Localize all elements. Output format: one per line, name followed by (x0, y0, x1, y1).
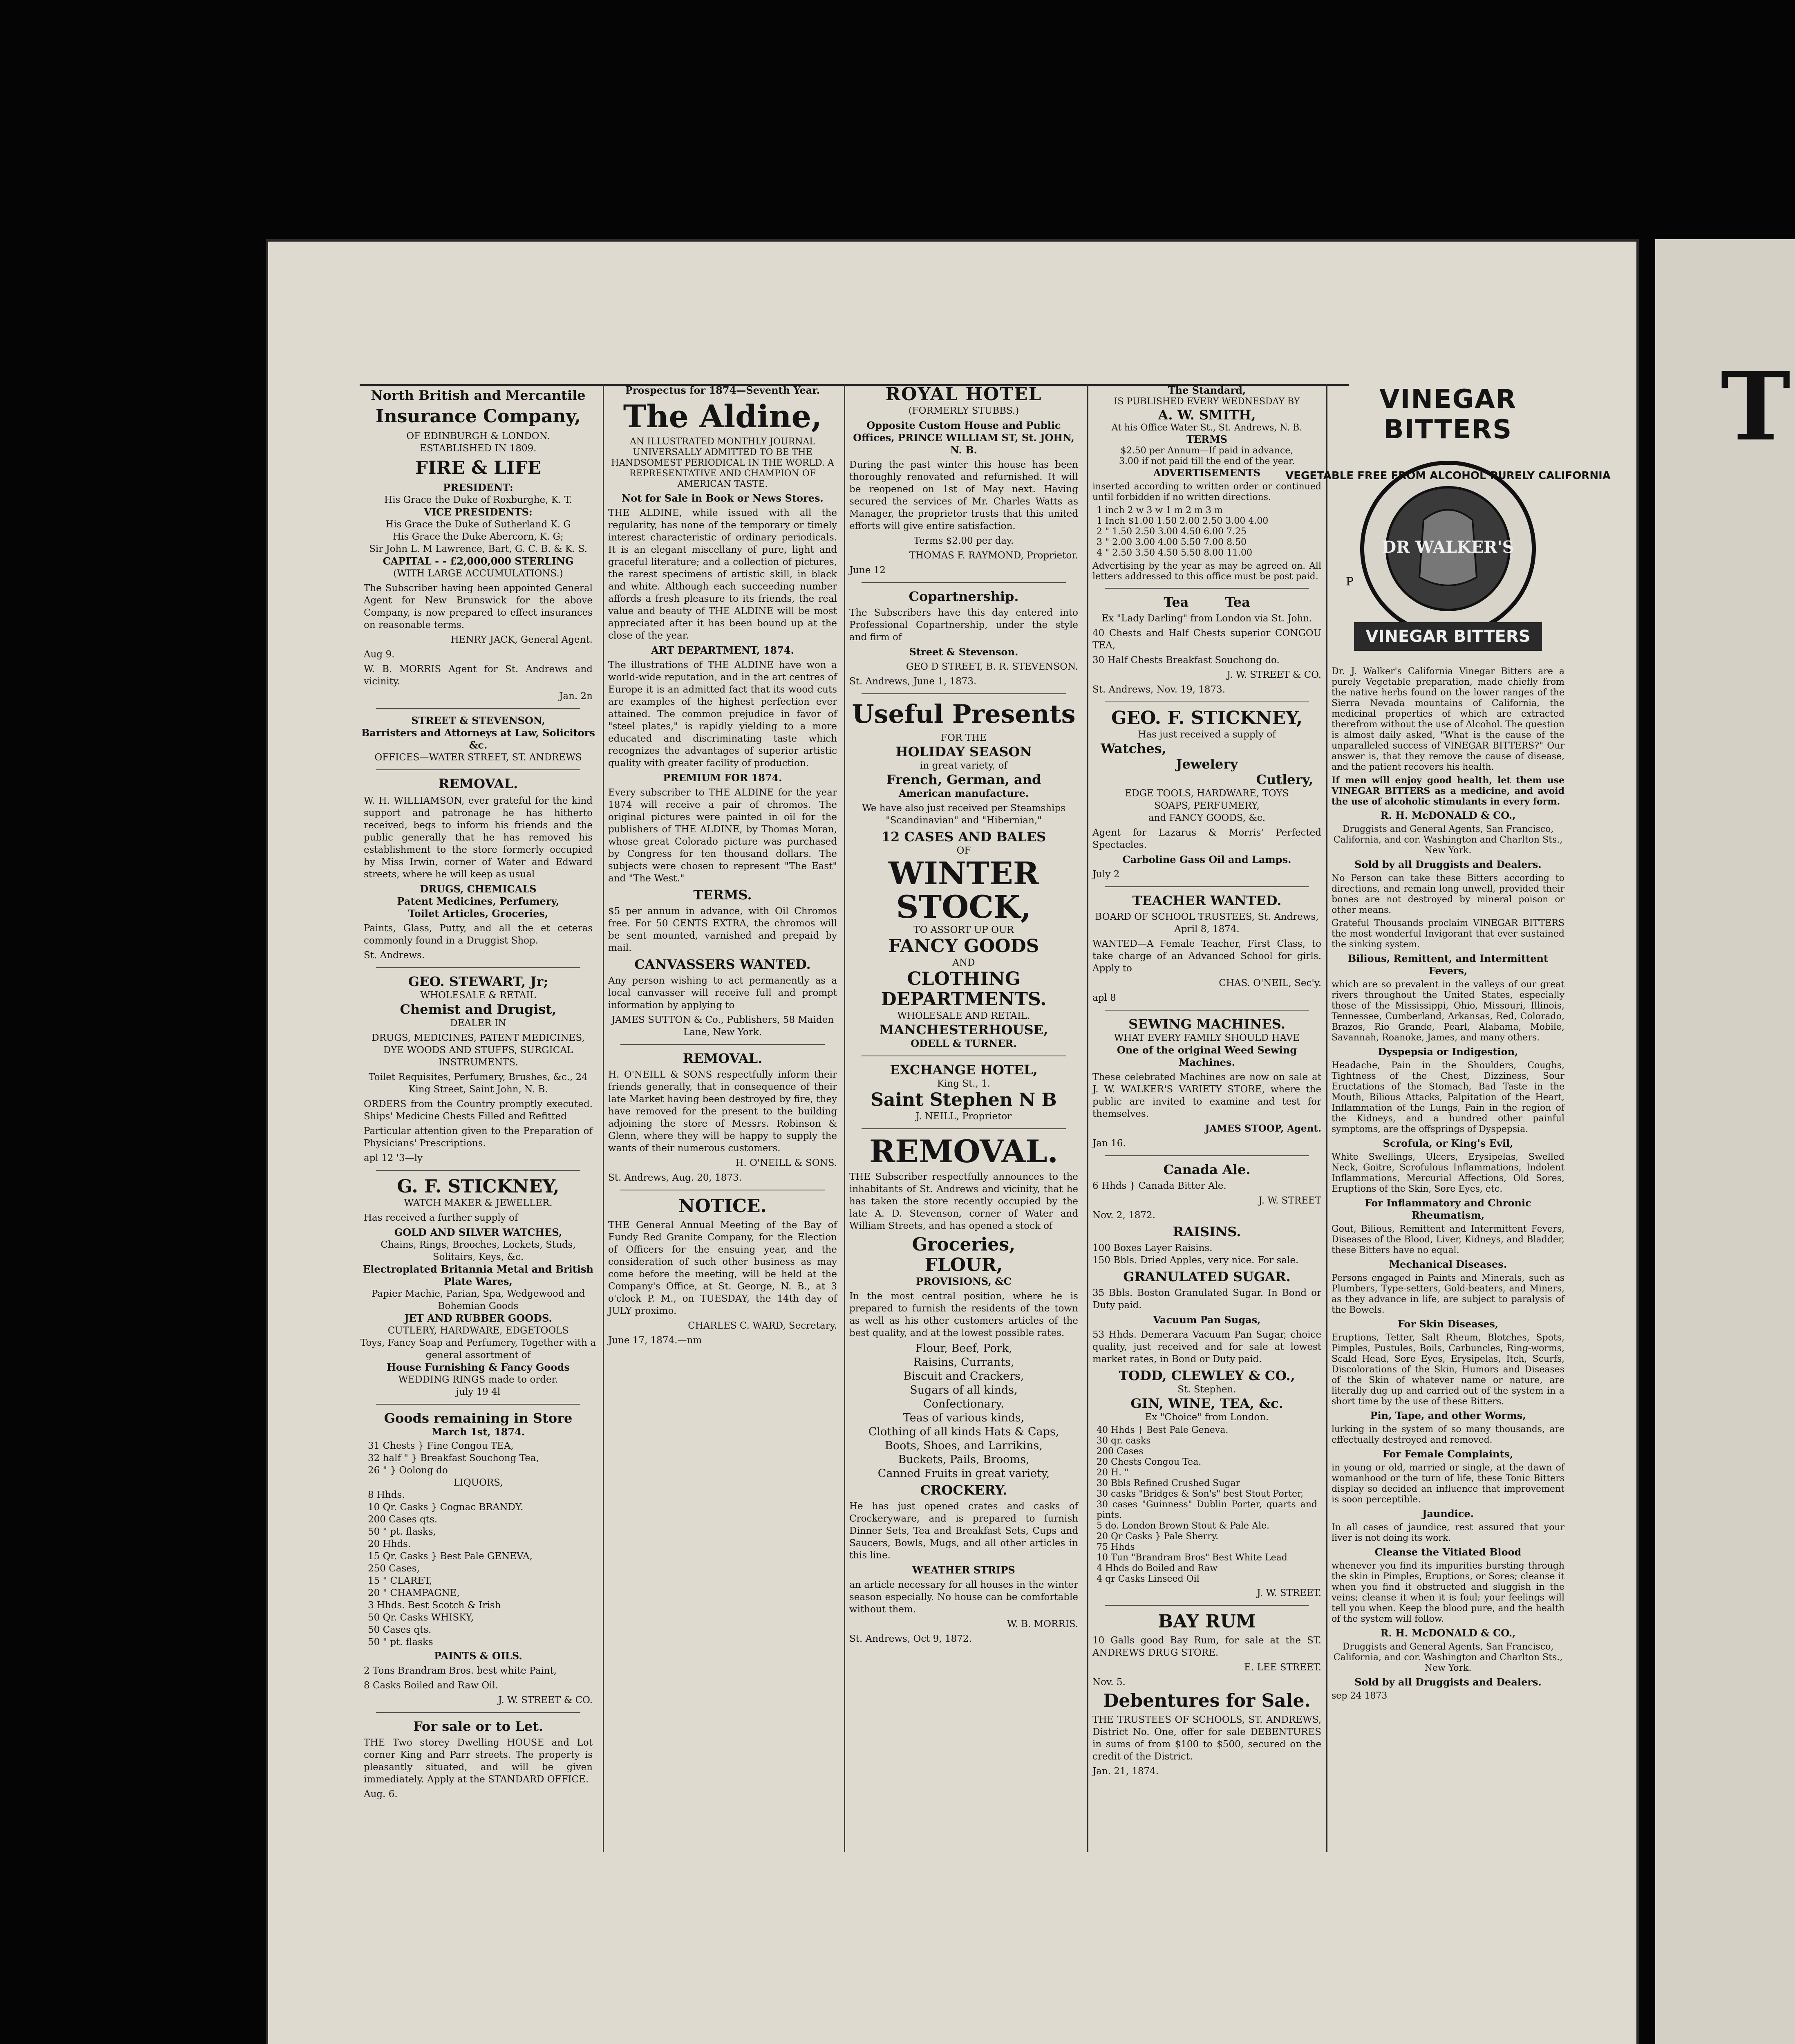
nb-agent-2: W. B. MORRIS Agent for St. Andrews and vicinity. (364, 664, 593, 687)
nb-president-label: PRESIDENT: (443, 482, 513, 493)
gfs-cutlery: CUTLERY, HARDWARE, EDGETOOLS (387, 1325, 569, 1336)
gfs2-agent: Agent for Lazarus & Morris' Perfected Spectacles. (1092, 827, 1321, 850)
vinegar-cleanse: Cleanse the Vitiated Blood (1374, 1546, 1522, 1558)
gfs2-has: Has just received a supply of (1138, 729, 1276, 740)
gfs2-edge: EDGE TOOLS, HARDWARE, TOYS (1125, 788, 1289, 799)
rate-row: 2 " 1.50 2.50 3.00 4.50 6.00 7.25 (1097, 527, 1247, 537)
standard-title: The Standard, (1168, 384, 1246, 396)
canada-body: 6 Hhds } Canada Bitter Ale. (1092, 1181, 1227, 1191)
sale-title: For sale or to Let. (413, 1719, 544, 1734)
gs-title: GEO. STEWART, Jr; (408, 974, 548, 989)
assort-label: TO ASSORT UP OUR (913, 925, 1014, 935)
aldine-body-1: THE ALDINE, while issued with all the regularity, has none of the temporary or timely interest characteristic of ordinary periodicals. It is an elegant miscellany of pure, light and graceful literature; and a collection of pictures, the rarest specimens of artistic skill, in black and white. Although each succeeding number affords a fresh pleasure to its friends, the real value and beauty of THE ALDINE will be most appreciated after it has been bound up at the close of the year. (608, 508, 837, 641)
royal-sign: THOMAS F. RAYMOND, Proprietor. (909, 550, 1078, 561)
vinegar-bitters-logo (1285, 450, 1611, 663)
nb-sub1: OF EDINBURGH & LONDON. (406, 431, 550, 442)
royal-body: During the past winter this house has been thoroughly renovated and refurnished. It will be reopened on 1st of May next. Having secured the services of Mr. Charles Watts as Manager, the proprietor trusts that this united efforts will give entire satisfaction. (849, 459, 1078, 531)
and-label: AND (952, 957, 975, 968)
useful-presents: Useful Presents (852, 699, 1076, 729)
gin-line: 30 cases "Guinness" Dublin Porter, quarts and pints. (1097, 1499, 1317, 1520)
gfs-papier: Papier Machie, Parian, Spa, Wedgewood and Bohemian Goods (371, 1289, 585, 1311)
sale-date: Aug. 6. (364, 1789, 398, 1800)
vinegar-grateful: Grateful Thousands proclaim VINEGAR BITTERS the most wonderful Invigorant that ever sustained the sinking system. (1332, 918, 1564, 950)
logo-banner: VINEGAR BITTERS (1365, 627, 1531, 646)
gin-line: 30 casks "Bridges & Son's" best Stout Porter, (1097, 1489, 1304, 1499)
copart-firm: Street & Stevenson. (909, 646, 1018, 658)
sewing-sign: JAMES STOOP, Agent. (1205, 1123, 1321, 1134)
nb-body: The Subscriber having been appointed General Agent for New Brunswick for the above Company, is now prepared to effect insurances on reasonable terms. (364, 583, 593, 630)
notice-heading: NOTICE. (678, 1196, 767, 1217)
clothing-departments: CLOTHING DEPARTMENTS. (881, 968, 1047, 1010)
ss-title: STREET & STEVENSON, (411, 715, 545, 726)
gin-line: 40 Hhds } Best Pale Geneva. (1097, 1425, 1229, 1435)
tea-heading: Tea Tea (1164, 594, 1250, 610)
goods-paints: PAINTS & OILS. (434, 1650, 522, 1662)
bay-rum-sign: E. LEE STREET. (1244, 1662, 1321, 1673)
gin-line: 30 Bbls Refined Crushed Sugar (1097, 1478, 1240, 1488)
nb-title-2: Insurance Company, (376, 406, 581, 427)
goods-list (368, 1440, 589, 1648)
vinegar-bilious-body: which are so prevalent in the valleys of our great rivers throughout the United States, especially those of the Mississippi, Ohio, Missouri, Illinois, Tennessee, Cumberland, Arkansas, Red, Colorado, Brazos, Rio Grande, Pearl, Alabama, Mobile, Savannah, Roanoke, James, and many others. (1332, 979, 1564, 1043)
goods-line: 15 " CLARET, (368, 1576, 432, 1586)
cases-bales: 12 CASES AND BALES (881, 829, 1046, 845)
royal-addr: Opposite Custom House and Public Offices, PRINCE WILLIAM ST, St. JOHN, N. B. (853, 419, 1074, 456)
todd-clewley: TODD, CLEWLEY & CO., (1119, 1368, 1295, 1383)
royal-title: ROYAL HOTEL (885, 384, 1042, 405)
vinegar-clean-body: whenever you find its impurities bursting through the skin in Pimples, Eruptions, or Sores; cleanse it when you find it obstructed and sluggish in the veins; cleanse it when it is foul; your feelings will tell you when. Keep the blood pure, and the health of the system will follow. (1332, 1561, 1564, 1624)
bay-rum-heading: BAY RUM (1158, 1611, 1256, 1632)
weather-body: an article necessary for all houses in the winter season especially. No house can be comfortable without them. (849, 1580, 1078, 1615)
removal2-date: St. Andrews, Aug. 20, 1873. (608, 1172, 742, 1183)
goods-line: 50 " pt. flasks, (368, 1526, 436, 1537)
goods-line: 32 half " } Breakfast Souchong Tea, (368, 1453, 539, 1464)
rate-header: 1 inch 2 w 3 w 1 m 2 m 3 m (1097, 505, 1223, 515)
removal-paints: Paints, Glass, Putty, and all the et ceteras commonly found in a Druggist Shop. (364, 923, 593, 946)
nb-capital: CAPITAL - - £2,000,000 STERLING (383, 555, 574, 567)
goods-line: 200 Cases qts. (368, 1514, 438, 1525)
aldine-sub: AN ILLUSTRATED MONTHLY JOURNAL UNIVERSALLY ADMITTED TO BE THE HANDSOMEST PERIODICAL IN THE WORLD. A REPRESENTATIVE AND CHAMPION OF AMERICAN TASTE. (611, 437, 834, 489)
nb-vp-1: His Grace the Duke of Sutherland K. G (385, 519, 571, 530)
vinegar-pin: Pin, Tape, and other Worms, (1370, 1410, 1526, 1421)
logo-ring-text: VEGETABLE FREE FROM ALCOHOL PURELY CALIFORNIA (1285, 470, 1611, 482)
item-line: Boots, Shoes, and Larrikins, (884, 1439, 1043, 1452)
vacuum-heading: Vacuum Pan Sugas, (1153, 1314, 1261, 1326)
gin-line: 10 Tun "Brandram Bros" Best White Lead (1097, 1553, 1287, 1563)
item-line: Biscuit and Crackers, (903, 1370, 1024, 1383)
nb-vp-2: His Grace the Duke Abercorn, K. G; (393, 531, 564, 542)
item-line: Sugars of all kinds, (910, 1384, 1018, 1396)
goods-line: 15 Qr. Casks } Best Pale GENEVA, (368, 1551, 533, 1562)
american-manufacture: American manufacture. (898, 787, 1029, 799)
standard-adv-body: inserted according to written order or continued until forbidden if no written directions. (1092, 482, 1321, 502)
nb-date: Aug 9. (364, 649, 395, 660)
adjacent-page-edge (1655, 239, 1795, 2044)
bay-rum-date: Nov. 5. (1092, 1677, 1126, 1688)
ss-sub: Barristers and Attorneys at Law, Solicitors &c. (361, 727, 595, 751)
removal-body: W. H. WILLIAMSON, ever grateful for the kind support and patronage he has hitherto received, begs to inform his friends and the public generally that he has removed his establishment to the store formerly occupied by Miss Irwin, corner of Water and Edward streets, where he will keep as usual (364, 796, 593, 880)
vinegar-sold2: Sold by all Druggists and Dealers. (1354, 1676, 1542, 1688)
steamer-note: We have also just received per Steamships "Scandinavian" and "Hibernian," (862, 803, 1065, 826)
goods-line: 3 Hhds. Best Scotch & Irish (368, 1600, 501, 1611)
vinegar-inflammatory: For Inflammatory and Chronic Rheumatism, (1365, 1197, 1531, 1221)
goods-title: Goods remaining in Store (384, 1410, 573, 1426)
vinegar-mechanical: Mechanical Diseases. (1389, 1258, 1507, 1270)
vinegar-jaundice: Jaundice. (1422, 1508, 1474, 1520)
ss-office: OFFICES—WATER STREET, ST. ANDREWS (374, 752, 582, 763)
canvassers-heading: CANVASSERS WANTED. (634, 957, 811, 972)
vinegar-logo-svg (1285, 450, 1611, 663)
vinegar-mcd2-body: Druggists and General Agents, San Francisco, California, and cor. Washington and Charlton Sts., New York. (1333, 1642, 1563, 1673)
separator (620, 1044, 825, 1045)
goods-line: 50 Qr. Casks WHISKY, (368, 1612, 474, 1623)
vinegar-infl-body: Gout, Bilious, Remittent and Intermittent Fevers, Diseases of the Blood, Liver, Kidneys, and Bladder, these Bitters have no equal. (1332, 1224, 1564, 1255)
gs-dealer: DEALER IN (450, 1018, 506, 1029)
vinegar-sold: Sold by all Druggists and Dealers. (1354, 858, 1542, 870)
nb-president-name: His Grace the Duke of Roxburghe, K. T. (384, 495, 572, 505)
nb-vp-3: Sir John L. M Lawrence, Bart, G. C. B. & K. S. (369, 544, 587, 554)
vinegar-mcd2: R. H. McDONALD & CO., (1380, 1627, 1516, 1639)
gin-line: 20 Qr Casks } Pale Sherry. (1097, 1531, 1219, 1542)
vinegar-intro: Dr. J. Walker's California Vinegar Bitters are a purely Vegetable preparation, made chiefly from the native herbs found on the lower ranges of the Sierra Nevada mountains of California, the medicinal properties of which are extracted therefrom without the use of Alcohol. The question is almost daily asked, "What is the cause of the unparalleled success of VINEGAR BITTERS?" Our answer is, that they remove the cause of disease, and the patient recovers his health. (1332, 666, 1564, 772)
goods-line: 50 Cases qts. (368, 1625, 432, 1635)
item-line: Raisins, Currants, (913, 1356, 1014, 1369)
goods-line: 31 Chests } Fine Congou TEA, (368, 1441, 514, 1451)
gin-line: 30 qr. casks (1097, 1436, 1151, 1446)
goods-paints-1: 2 Tons Brandram Bros. best white Paint, (364, 1665, 557, 1676)
vinegar-skin: For Skin Diseases, (1397, 1318, 1499, 1330)
vinegar-bilious: Bilious, Remittent, and Intermittent Fevers, (1347, 953, 1549, 977)
separator (862, 582, 1066, 583)
goods-date: March 1st, 1874. (431, 1426, 525, 1438)
of-label: OF (956, 845, 971, 856)
vinegar-skin-body: Eruptions, Tetter, Salt Rheum, Blotches, Spots, Pimples, Pustules, Boils, Carbuncles, Ring-worms, Scald Head, Sore Eyes, Erysipelas, Itch, Scurfs, Discolorations of the Skin, Humors and Diseases of the Skin of whatever name or nature, are literally dug up and carried out of the system in a short time by the use of these Bitters. (1332, 1333, 1564, 1407)
goods-line: 20 " CHAMPAGNE, (368, 1588, 460, 1598)
royal-terms: Terms $2.00 per day. (913, 536, 1014, 546)
gfs-gold: GOLD AND SILVER WATCHES, (394, 1226, 562, 1238)
vinegar-female: For Female Complaints, (1383, 1448, 1513, 1460)
aldine-terms-body: $5 per annum in advance, with Oil Chromos free. For 50 CENTS EXTRA, the chromos will be sent mounted, varnished and prepaid by mail. (608, 906, 837, 953)
items-list (853, 1342, 1074, 1481)
debentures-date: Jan. 21, 1874. (1092, 1766, 1159, 1777)
gfs2-cutlery: Cutlery, (1256, 772, 1313, 787)
aldine-not-sale: Not for Sale in Book or News Stores. (622, 492, 824, 504)
gin-line: 200 Cases (1097, 1446, 1144, 1457)
gs-orders: ORDERS from the Country promptly executed. Ships' Medicine Chests Filled and Refitted (364, 1099, 593, 1122)
teacher-heading: TEACHER WANTED. (1132, 893, 1282, 908)
fancy-goods: FANCY GOODS (888, 936, 1039, 957)
rate-row: 3 " 2.00 3.00 4.00 5.50 7.00 8.50 (1097, 537, 1247, 547)
debentures-heading: Debentures for Sale. (1103, 1690, 1311, 1711)
canvassers-body: Any person wishing to act permanently as a local canvasser will receive full and prompt information by applying to (608, 975, 837, 1011)
vacuum-body: 53 Hhds. Demerara Vacuum Pan Sugar, choice quality, just received and for sale at lowest market rates, in Bond or Duty paid. (1092, 1329, 1321, 1365)
wholesale-retail: WHOLESALE AND RETAIL. (897, 1011, 1030, 1021)
adjacent-masthead-letter: T (1721, 352, 1791, 462)
french-german: French, German, and (886, 772, 1041, 787)
sewing-one: One of the original Weed Sewing Machines. (1117, 1044, 1297, 1068)
standard-terms-2: 3.00 if not paid till the end of the year. (1119, 456, 1295, 466)
canada-date: Nov. 2, 1872. (1092, 1210, 1155, 1221)
gs-particular: Particular attention given to the Preparation of Physicians' Prescriptions. (364, 1126, 593, 1149)
item-line: Flour, Beef, Pork, (915, 1342, 1012, 1355)
gin-sign: J. W. STREET. (1257, 1588, 1321, 1598)
aldine-body-2: The illustrations of THE ALDINE have won a world-wide reputation, and in the art centres of Europe it is an admitted fact that its wood cuts are examples of the highest perfection ever attained. The common prejudice in favor of "steel plates," is rapidly yielding to a more educated and discriminating taste which recognizes the advantages of superior artistic quality with greater facility of production. (608, 660, 837, 769)
crockery: CROCKERY. (920, 1482, 1007, 1498)
separator (376, 1404, 580, 1405)
goods-line: LIQUORS, (453, 1477, 503, 1488)
exchange-hotel: EXCHANGE HOTEL, (890, 1062, 1038, 1078)
groceries: Groceries, (912, 1234, 1016, 1255)
vinegar-fem-body: in young or old, married or single, at the dawn of womanhood or the turn of life, these Tonic Bitters display so decided an influence that improvement is soon perceptible. (1332, 1463, 1564, 1505)
separator (1105, 1010, 1309, 1011)
vinegar-mech-body: Persons engaged in Paints and Minerals, such as Plumbers, Type-setters, Gold-beaters, and Miners, as they advance in life, are subject to paralysis of the Bowels. (1332, 1273, 1564, 1315)
crockery-body: He has just opened crates and casks of Crockeryware, and is prepared to furnish Dinner Sets, Tea and Breakfast Sets, Cups and Saucers, Bowls, Mugs, and all other articles in this line. (849, 1501, 1078, 1561)
vinegar-title: VINEGAR BITTERS (1379, 384, 1517, 445)
vinegar-scr-body: White Swellings, Ulcers, Erysipelas, Swelled Neck, Goitre, Scrofulous Inflammations, Indolent Inflammations, Mercurial Affections, Old Sores, Eruptions of the Skin, Sore Eyes, etc. (1332, 1152, 1564, 1194)
copart-sign: GEO D STREET, B. R. STEVENSON. (906, 661, 1078, 672)
separator (376, 769, 580, 770)
vinegar-dyspepsia: Dyspepsia or Indigestion, (1378, 1046, 1518, 1058)
copart-title: Copartnership. (909, 589, 1019, 604)
goods-line: 8 Hhds. (368, 1490, 405, 1500)
nb-capital-note: (WITH LARGE ACCUMULATIONS.) (393, 568, 563, 579)
gfs2-jewelery: Jewelery (1176, 756, 1238, 772)
nb-sub2: ESTABLISHED IN 1809. (420, 443, 537, 454)
column-1 (360, 384, 597, 1852)
removal-toilet: Toilet Articles, Groceries, (408, 908, 548, 919)
tea-sign: J. W. STREET & CO. (1227, 670, 1321, 680)
standard-terms: TERMS (1186, 433, 1227, 445)
goods-line: 10 Qr. Casks } Cognac BRANDY. (368, 1502, 524, 1513)
vinegar-jaun-body: In all cases of jaundice, rest assured that your liver is not doing its work. (1332, 1522, 1564, 1543)
rate-row: 4 " 2.50 3.50 4.50 5.50 8.00 11.00 (1097, 548, 1252, 558)
bay-rum-body: 10 Galls good Bay Rum, for sale at the ST. ANDREWS DRUG STORE. (1092, 1635, 1321, 1658)
gfs-body: Has received a further supply of (364, 1213, 518, 1223)
gfs-elec: Electroplated Britannia Metal and British Plate Wares, (363, 1263, 593, 1287)
tea-date: St. Andrews, Nov. 19, 1873. (1092, 684, 1226, 695)
provisions: PROVISIONS, &C (916, 1275, 1012, 1287)
for-the: FOR THE (941, 733, 987, 743)
winter-stock: WINTER STOCK, (888, 855, 1039, 925)
gfs2-watches: Watches, (1101, 741, 1166, 756)
teacher-body: WANTED—A Female Teacher, First Class, to take charge of an Advanced School for girls. Apply to (1092, 939, 1321, 974)
removal3-heading: REMOVAL. (869, 1133, 1058, 1170)
gfs-house: House Furnishing & Fancy Goods (387, 1361, 570, 1373)
goods-line: 26 " } Oolong do (368, 1465, 448, 1476)
copart-date: St. Andrews, June 1, 1873. (849, 676, 977, 687)
separator (862, 693, 1066, 694)
aldine-title: The Aldine, (623, 398, 822, 435)
sewing-date: Jan 16. (1092, 1138, 1126, 1149)
gin-line: 4 qr Casks Linseed Oil (1097, 1574, 1200, 1584)
odell-turner: ODELL & TURNER. (911, 1038, 1017, 1049)
notice-sign: CHARLES C. WARD, Secretary. (688, 1320, 837, 1331)
separator (862, 1128, 1066, 1129)
item-line: Canned Fruits in great variety, (877, 1467, 1050, 1480)
standard-office: At his Office Water St., St. Andrews, N. B. (1111, 423, 1303, 433)
separator (376, 708, 580, 709)
standard-terms-1: $2.50 per Annum—If paid in advance, (1120, 446, 1294, 456)
gfs-jet: JET AND RUBBER GOODS. (404, 1312, 552, 1324)
nb-agent-1: HENRY JACK, General Agent. (450, 634, 593, 645)
gfs-date: july 19 4l (456, 1387, 501, 1397)
vinegar-pin-body: lurking in the system of so many thousands, are effectually destroyed and removed. (1332, 1424, 1564, 1445)
column-3 (844, 384, 1082, 1852)
aldine-art-dept: ART DEPARTMENT, 1874. (651, 644, 794, 656)
separator (1105, 886, 1309, 887)
vinegar-no-person: No Person can take these Bitters according to directions, and remain long unwell, provided their bones are not destroyed by mineral poison or other means. (1332, 873, 1564, 915)
variety: in great variety, of (920, 760, 1007, 771)
goods-paints-2: 8 Casks Boiled and Raw Oil. (364, 1680, 499, 1691)
tea-body: Ex "Lady Darling" from London via St. John. (1101, 613, 1312, 624)
removal-drugs: DRUGS, CHEMICALS (420, 883, 537, 895)
vinegar-mcdonald: R. H. McDONALD & CO., (1380, 809, 1516, 821)
gin-line: 20 H. " (1097, 1468, 1129, 1478)
gin-heading: GIN, WINE, TEA, &c. (1130, 1396, 1283, 1411)
debentures-body: THE TRUSTEES OF SCHOOLS, ST. ANDREWS, District No. One, offer for sale DEBENTURES in sums of from $100 to $500, secured on the credit of the District. (1092, 1715, 1321, 1762)
rate-table (1097, 505, 1317, 558)
manchester-house: MANCHESTERHOUSE, (879, 1022, 1048, 1038)
removal3-body-2: In the most central position, where he is prepared to furnish the residents of the town as well as his other customers articles of the best quality, and at the lowest possible rates. (849, 1291, 1078, 1338)
goods-line: 20 Hhds. (368, 1539, 411, 1549)
item-line: Clothing of all kinds Hats & Caps, (868, 1425, 1059, 1438)
gs-sub: WHOLESALE & RETAIL (420, 990, 536, 1001)
gs-chemist: Chemist and Drugist, (400, 1002, 557, 1017)
nb-title: North British and Mercantile (371, 388, 586, 403)
vinegar-date: sep 24 1873 (1332, 1691, 1388, 1701)
sewing-heading: SEWING MACHINES. (1128, 1016, 1285, 1032)
canada-sign: J. W. STREET (1258, 1195, 1321, 1206)
aldine-premium: PREMIUM FOR 1874. (663, 772, 782, 784)
weather-date: St. Andrews, Oct 9, 1872. (849, 1634, 972, 1644)
gin-list (1097, 1425, 1317, 1585)
goods-line: 250 Cases, (368, 1563, 420, 1574)
gs-items: DRUGS, MEDICINES, PATENT MEDICINES, DYE WOODS AND STUFFS, SURGICAL INSTRUMENTS. (372, 1033, 585, 1068)
raisins-heading: RAISINS. (1173, 1224, 1241, 1239)
tea-breakfast: 30 Half Chests Breakfast Souchong do. (1092, 655, 1280, 666)
separator (376, 1712, 580, 1713)
gfs2-carboline: Carboline Gass Oil and Lamps. (1122, 854, 1291, 865)
vinegar-enjoy: If men will enjoy good health, let them use VINEGAR BITTERS as a medicine, and avoid the use of alcoholic stimulants in every form. (1332, 775, 1564, 807)
separator (376, 967, 580, 968)
removal2-heading: REMOVAL. (683, 1051, 763, 1066)
removal2-body: H. O'NEILL & SONS respectfully inform their friends generally, that in consequence of their late Market having been destroyed by fire, they have removed for the present to the building adjoining the store of Messrs. Robinson & Glenn, where they will be happy to supply the wants of their numerous customers. (608, 1069, 837, 1154)
logo-name: DR WALKER'S (1382, 538, 1514, 557)
notice-date: June 17, 1874.—nm (608, 1335, 702, 1346)
gfs2-title: GEO. F. STICKNEY, (1111, 708, 1303, 728)
nb-fire-life: FIRE & LIFE (415, 457, 542, 478)
standard-pub-line: IS PUBLISHED EVERY WEDNESDAY BY (1114, 397, 1300, 407)
canada-heading: Canada Ale. (1163, 1162, 1251, 1177)
holiday-season: HOLIDAY SEASON (895, 744, 1032, 760)
gin-line: 20 Chests Congou Tea. (1097, 1457, 1202, 1467)
goods-sign: J. W. STREET & CO. (498, 1695, 593, 1706)
notice-body: THE General Annual Meeting of the Bay of Fundy Red Granite Company, for the Election of Officers for the ensuing year, and the consideration of such other business as may come before the meeting, will be held at the Company's Office, at St. George, N. B., at 3 o'clock P. M., on TUESDAY, the 14th day of JULY proximo. (608, 1220, 837, 1316)
gfs-title: G. F. STICKNEY, (397, 1176, 560, 1197)
removal2-sign: H. O'NEILL & SONS. (735, 1158, 837, 1168)
standard-advertisements: ADVERTISEMENTS (1153, 467, 1261, 479)
weather-sign: W. B. MORRIS. (1007, 1619, 1078, 1629)
separator (1105, 588, 1309, 589)
separator (1105, 1605, 1309, 1606)
removal3-body: THE Subscriber respectfully announces to the inhabitants of St. Andrews and vicinity, that he has taken the store recently occupied by the late A. D. Stevenson, corner of Water and William Streets, and has opened a stock of (849, 1172, 1078, 1231)
aldine-body-3: Every subscriber to THE ALDINE for the year 1874 will receive a pair of chromos. The original pictures were painted in oil for the publishers of THE ALDINE, by Thomas Moran, whose great Colorado picture was purchased by Congress for ten thousand dollars. The subjects were chosen to represent "The East" and "The West." (608, 787, 837, 884)
gs-toilet: Toilet Requisites, Perfumery, Brushes, &c., 24 King Street, Saint John, N. B. (369, 1072, 588, 1095)
gfs-toys: Toys, Fancy Soap and Perfumery, Together with a general assortment of (360, 1338, 596, 1360)
flour: FLOUR, (924, 1255, 1003, 1275)
royal-sub: (FORMERLY STUBBS.) (908, 406, 1019, 416)
nb-date-2: Jan. 2n (559, 691, 593, 702)
goods-line: 50 " pt. flasks (368, 1637, 433, 1647)
copart-body: The Subscribers have this day entered into Professional Copartnership, under the style and firm of (849, 607, 1078, 643)
separator (1105, 1155, 1309, 1156)
item-line: Confectionary. (923, 1398, 1004, 1410)
granulated-body: 35 Bbls. Boston Granulated Sugar. In Bond or Duty paid. (1092, 1288, 1321, 1311)
gfs2-soaps: SOAPS, PERFUMERY, (1154, 800, 1260, 811)
item-line: Buckets, Pails, Brooms, (898, 1453, 1030, 1466)
gs-date: apl 12 '3—ly (364, 1153, 423, 1163)
exchange-street: King St., 1. (937, 1078, 991, 1089)
vinegar-dys-body: Headache, Pain in the Shoulders, Coughs, Tightness of the Chest, Dizziness, Sour Eructations of the Stomach, Bad Taste in the Mouth, Bilious Attacks, Palpitation of the Heart, Inflammation of the Lungs, Pain in the region of the Kidneys, and a hundred other painful symptoms, are the offsprings of Dyspepsia. (1332, 1060, 1564, 1134)
removal-place: St. Andrews. (364, 950, 425, 961)
teacher-date: apl 8 (1092, 993, 1116, 1003)
saint-stephen: Saint Stephen N B (871, 1089, 1057, 1110)
neill-proprietor: J. NEILL, Proprietor (915, 1111, 1012, 1122)
sewing-what: WHAT EVERY FAMILY SHOULD HAVE (1114, 1033, 1300, 1043)
vinegar-mcd-body: Druggists and General Agents, San Francisco, California, and cor. Washington and Charlton Sts., New York. (1333, 824, 1563, 856)
gin-line: 5 do. London Brown Stout & Pale Ale. (1097, 1521, 1270, 1531)
sale-body: THE Two storey Dwelling HOUSE and Lot corner King and Parr streets. The property is pleasantly situated, and will be given immediately. Apply at the STANDARD OFFICE. (364, 1737, 593, 1785)
item-line: Teas of various kinds, (903, 1412, 1025, 1424)
teacher-sign: CHAS. O'NEIL, Sec'y. (1219, 978, 1321, 988)
weather-strips: WEATHER STRIPS (912, 1564, 1015, 1576)
teacher-board: BOARD OF SCHOOL TRUSTEES, St. Andrews, April 8, 1874. (1095, 912, 1319, 935)
todd-place: St. Stephen. (1177, 1384, 1236, 1395)
granulated-heading: GRANULATED SUGAR. (1123, 1269, 1291, 1284)
gfs-chains: Chains, Rings, Brooches, Lockets, Studs, Solitairs, Keys, &c. (380, 1239, 576, 1262)
column-2 (603, 384, 841, 1852)
canvassers-sign: JAMES SUTTON & Co., Publishers, 58 Maiden Lane, New York. (611, 1015, 834, 1038)
royal-date: June 12 (849, 565, 886, 576)
gfs2-fancy: and FANCY GOODS, &c. (1148, 813, 1266, 823)
separator (376, 1170, 580, 1171)
gfs2-date: July 2 (1092, 869, 1120, 880)
gfs-wedding: WEDDING RINGS made to order. (398, 1374, 558, 1385)
column-4 (1087, 384, 1325, 1852)
aldine-prospectus: Prospectus for 1874—Seventh Year. (625, 384, 820, 396)
rate-row: 1 Inch $1.00 1.50 2.00 2.50 3.00 4.00 (1097, 516, 1269, 526)
standard-adv-note: Advertising by the year as may be agreed on. All letters addressed to this office must be post paid. (1092, 561, 1321, 582)
gfs-sub: WATCH MAKER & JEWELLER. (404, 1198, 553, 1208)
nb-vp-label: VICE PRESIDENTS: (424, 506, 533, 518)
tea-chests: 40 Chests and Half Chests superior CONGOU TEA, (1092, 628, 1321, 651)
gin-line: 4 Hhds do Boiled and Raw (1097, 1563, 1218, 1573)
raisins-body: 100 Boxes Layer Raisins. 150 Bbls. Dried Apples, very nice. For sale. (1092, 1243, 1299, 1266)
vinegar-scrofula: Scrofula, or King's Evil, (1383, 1137, 1513, 1149)
removal-patent: Patent Medicines, Perfumery, (397, 895, 560, 907)
standard-publisher: A. W. SMITH, (1158, 407, 1256, 423)
logo-p: P (1346, 575, 1354, 588)
gin-line: 75 Hhds (1097, 1542, 1135, 1552)
aldine-terms: TERMS. (693, 887, 752, 903)
gin-ex: Ex "Choice" from London. (1145, 1412, 1269, 1423)
sewing-body: These celebrated Machines are now on sale at J. W. WALKER'S VARIETY STORE, where the public are invited to examine and test for themselves. (1092, 1072, 1321, 1119)
removal-heading: REMOVAL. (438, 776, 518, 791)
